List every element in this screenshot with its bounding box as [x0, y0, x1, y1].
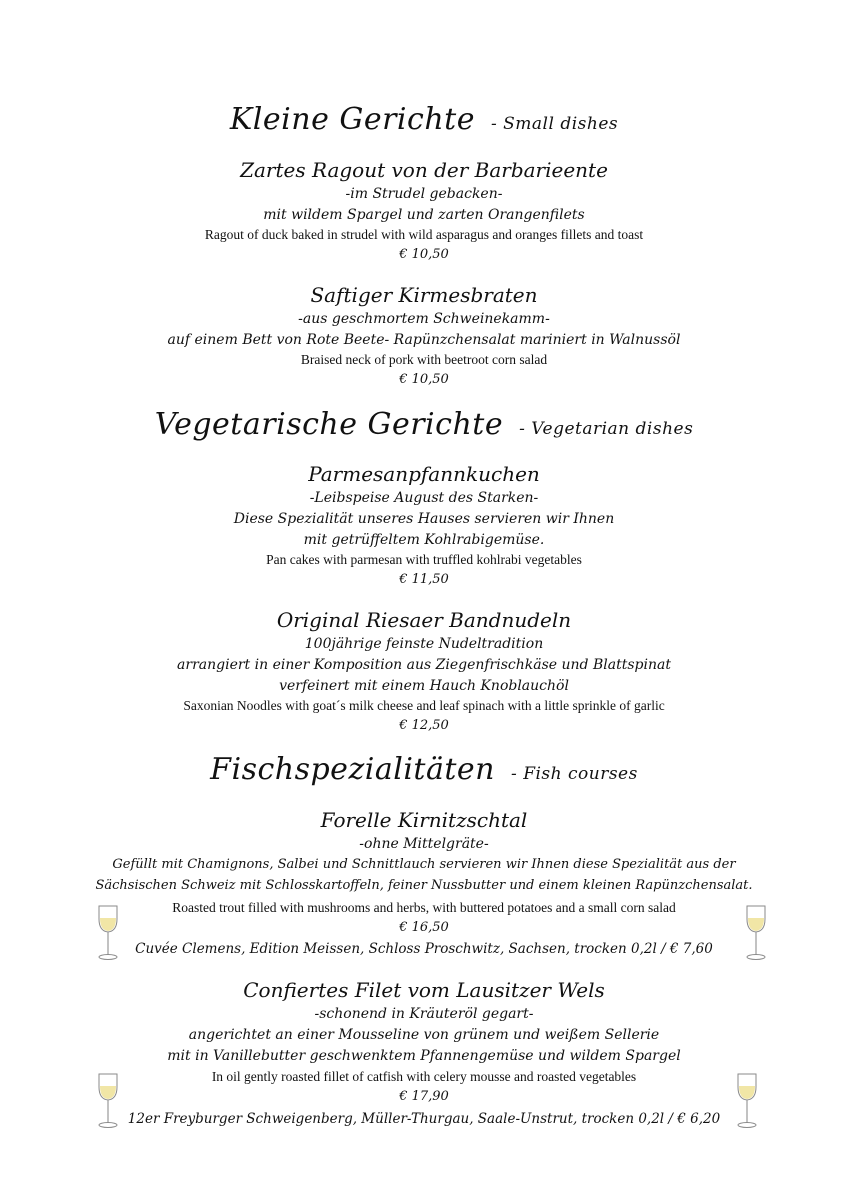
wine-pairing: Cuvée Clemens, Edition Meissen, Schloss Proschwitz, Sachsen, trocken 0,2l / € 7,60: [135, 941, 713, 957]
dish-title: Forelle Kirnitzschtal: [320, 808, 528, 832]
dish-description: -im Strudel gebacken-: [345, 186, 503, 202]
dish-description: Gefüllt mit Chamignons, Salbei und Schnittlauch servieren wir Ihnen diese Spezialität aus der: [112, 857, 736, 872]
dish-title: Zartes Ragout von der Barbarieente: [240, 158, 608, 182]
section-subtitle: - Fish courses: [511, 764, 638, 784]
dish-english: Saxonian Noodles with goat´s milk cheese and leaf spinach with a little sprinkle of garlic: [183, 698, 665, 713]
dish-price: € 17,90: [399, 1089, 449, 1104]
section-subtitle: - Small dishes: [491, 114, 619, 134]
dish-price: € 10,50: [399, 372, 449, 387]
dish-description: -aus geschmortem Schweinekamm-: [298, 311, 550, 327]
dish-description: Sächsischen Schweiz mit Schlosskartoffeln, feiner Nussbutter und einem kleinen Rapünzchensalat.: [95, 878, 753, 893]
dish-description: 100jährige feinste Nudeltradition: [304, 636, 544, 652]
dish-price: € 12,50: [399, 718, 449, 733]
dish-description: auf einem Bett von Rote Beete- Rapünzchensalat mariniert in Walnussöl: [167, 332, 681, 348]
dish-english: Braised neck of pork with beetroot corn salad: [300, 352, 548, 367]
dish-description: arrangiert in einer Komposition aus Ziegenfrischkäse und Blattspinat: [177, 657, 671, 673]
section-title: Kleine Gerichte: [229, 102, 475, 137]
dish-english: In oil gently roasted fillet of catfish with celery mousse and roasted vegetables: [211, 1069, 637, 1084]
dish-description: verfeinert mit einem Hauch Knoblauchöl: [279, 678, 569, 694]
dish-description: mit getrüffeltem Kohlrabigemüse.: [303, 532, 545, 548]
wine-glass-icon: [97, 905, 119, 961]
section-title: Vegetarische Gerichte: [154, 407, 504, 442]
dish-title: Confiertes Filet vom Lausitzer Wels: [243, 978, 605, 1002]
dish-description: Diese Spezialität unseres Hauses servieren wir Ihnen: [233, 511, 615, 527]
wine-glass-icon: [745, 905, 767, 961]
dish-price: € 10,50: [399, 247, 449, 262]
dish-title: Parmesanpfannkuchen: [308, 462, 540, 486]
wine-glass-icon: [736, 1073, 758, 1129]
dish-description: mit wildem Spargel und zarten Orangenfilets: [263, 207, 585, 223]
dish-english: Ragout of duck baked in strudel with wild asparagus and oranges fillets and toast: [204, 227, 644, 242]
wine-glass-icon: [97, 1073, 119, 1129]
section-title: Fischspezialitäten: [210, 752, 495, 787]
wine-pairing: 12er Freyburger Schweigenberg, Müller-Thurgau, Saale-Unstrut, trocken 0,2l / € 6,20: [127, 1111, 721, 1127]
section-heading-vegetarian-dishes: [0, 407, 848, 442]
dish-title: Saftiger Kirmesbraten: [310, 283, 538, 307]
dish-description: -Leibspeise August des Starken-: [309, 490, 539, 506]
dish-title: Original Riesaer Bandnudeln: [276, 608, 572, 632]
dish-price: € 16,50: [399, 920, 449, 935]
dish-description: -schonend in Kräuteröl gegart-: [314, 1006, 534, 1022]
dish-english: Pan cakes with parmesan with truffled kohlrabi vegetables: [266, 552, 582, 567]
dish-description: mit in Vanillebutter geschwenktem Pfannengemüse und wildem Spargel: [167, 1048, 681, 1064]
section-heading-fish-courses: [0, 752, 848, 787]
dish-english: Roasted trout filled with mushrooms and herbs, with buttered potatoes and a small corn salad: [172, 900, 676, 915]
dish-description: angerichtet an einer Mousseline von grünem und weißem Sellerie: [188, 1027, 660, 1043]
section-heading-small-dishes: [0, 102, 848, 137]
dish-description: -ohne Mittelgräte-: [359, 836, 489, 852]
dish-price: € 11,50: [399, 572, 449, 587]
section-subtitle: - Vegetarian dishes: [519, 419, 694, 439]
